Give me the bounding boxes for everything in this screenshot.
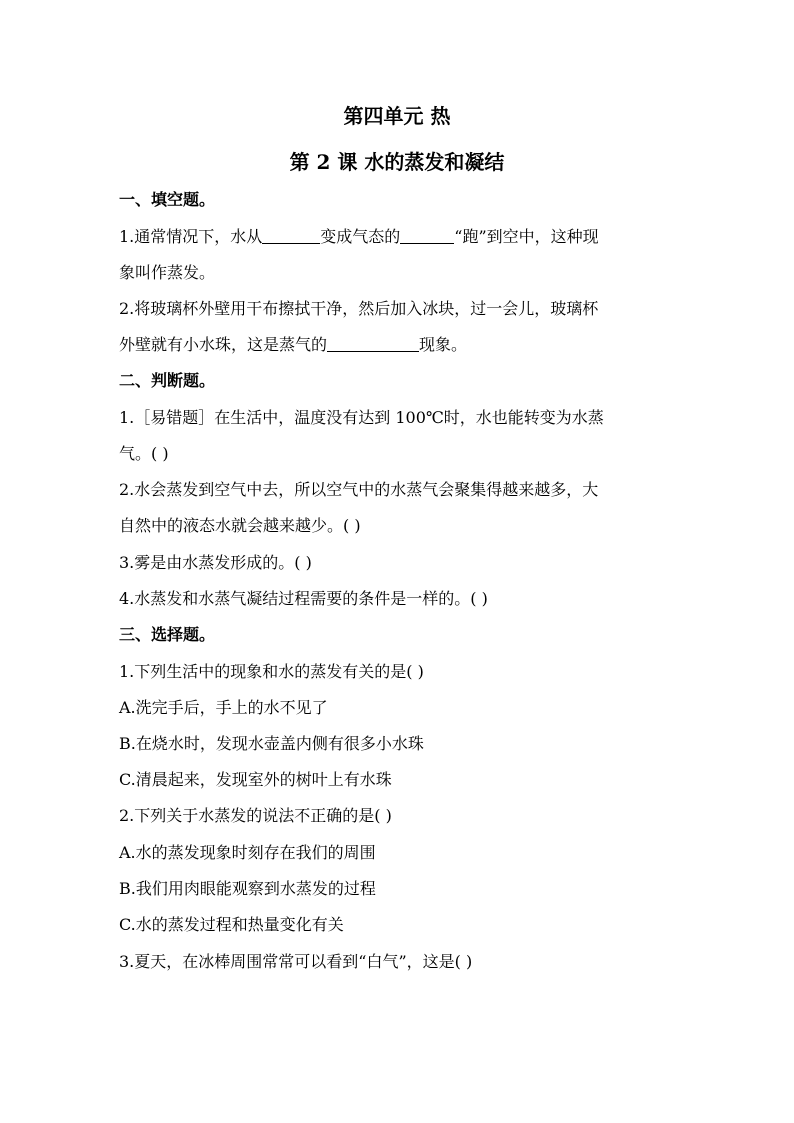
fill-q1-text-1: 1.通常情况下，水从 [119, 227, 263, 246]
choice-question-3-stem: 3.夏天，在冰棒周围常常可以看到“白气”，这是( ) [119, 952, 473, 971]
fill-q2-blank[interactable] [327, 335, 419, 352]
fill-q1-text-3: “跑”到空中，这种现 [454, 227, 599, 246]
choice-q2-option-a: A.水的蒸发现象时刻存在我们的周围 [119, 843, 376, 862]
choice-q1-option-b: B.在烧水时，发现水壶盖内侧有很多小水珠 [119, 734, 424, 753]
section-fill-in-heading: 一、填空题。 [119, 190, 216, 209]
tf-question-2-line-2: 自然中的液态水就会越来越少。( ) [119, 516, 361, 535]
tf-question-1-line-2: 气。( ) [119, 444, 169, 463]
fill-question-2-line-1: 2.将玻璃杯外壁用干布擦拭干净，然后加入冰块，过一会儿，玻璃杯 [119, 299, 599, 318]
fill-q2-text-2: 现象。 [419, 335, 468, 354]
choice-question-2-stem: 2.下列关于水蒸发的说法不正确的是( ) [119, 806, 392, 825]
choice-q1-option-c: C.清晨起来，发现室外的树叶上有水珠 [119, 770, 392, 789]
tf-question-2-line-1: 2.水会蒸发到空气中去，所以空气中的水蒸气会聚集得越来越多，大 [119, 480, 599, 499]
fill-question-2-line-2 [119, 332, 467, 355]
lesson-title: 第 2 课 水的蒸发和凝结 [289, 150, 505, 174]
unit-title: 第四单元 热 [343, 104, 451, 128]
choice-q1-option-a: A.洗完手后，手上的水不见了 [119, 698, 328, 717]
fill-q1-blank-1[interactable] [262, 227, 320, 244]
choice-q2-option-b: B.我们用肉眼能观察到水蒸发的过程 [119, 879, 376, 898]
choice-q2-option-c: C.水的蒸发过程和热量变化有关 [119, 915, 344, 934]
choice-question-1-stem: 1.下列生活中的现象和水的蒸发有关的是( ) [119, 662, 424, 681]
section-choice-heading: 三、选择题。 [119, 625, 216, 644]
fill-q2-text-1: 外壁就有小水珠，这是蒸气的 [119, 335, 328, 354]
section-true-false-heading: 二、判断题。 [119, 371, 216, 390]
fill-q1-blank-2[interactable] [400, 227, 454, 244]
fill-question-1-line-2: 象叫作蒸发。 [119, 263, 216, 282]
tf-question-4: 4.水蒸发和水蒸气凝结过程需要的条件是一样的。( ) [119, 589, 488, 608]
fill-q1-text-2: 变成气态的 [320, 227, 401, 246]
tf-question-1-line-1: 1.［易错题］在生活中，温度没有达到 100℃时，水也能转变为水蒸 [119, 408, 604, 427]
fill-question-1-line-1 [119, 224, 599, 247]
tf-question-3: 3.雾是由水蒸发形成的。( ) [119, 553, 312, 572]
